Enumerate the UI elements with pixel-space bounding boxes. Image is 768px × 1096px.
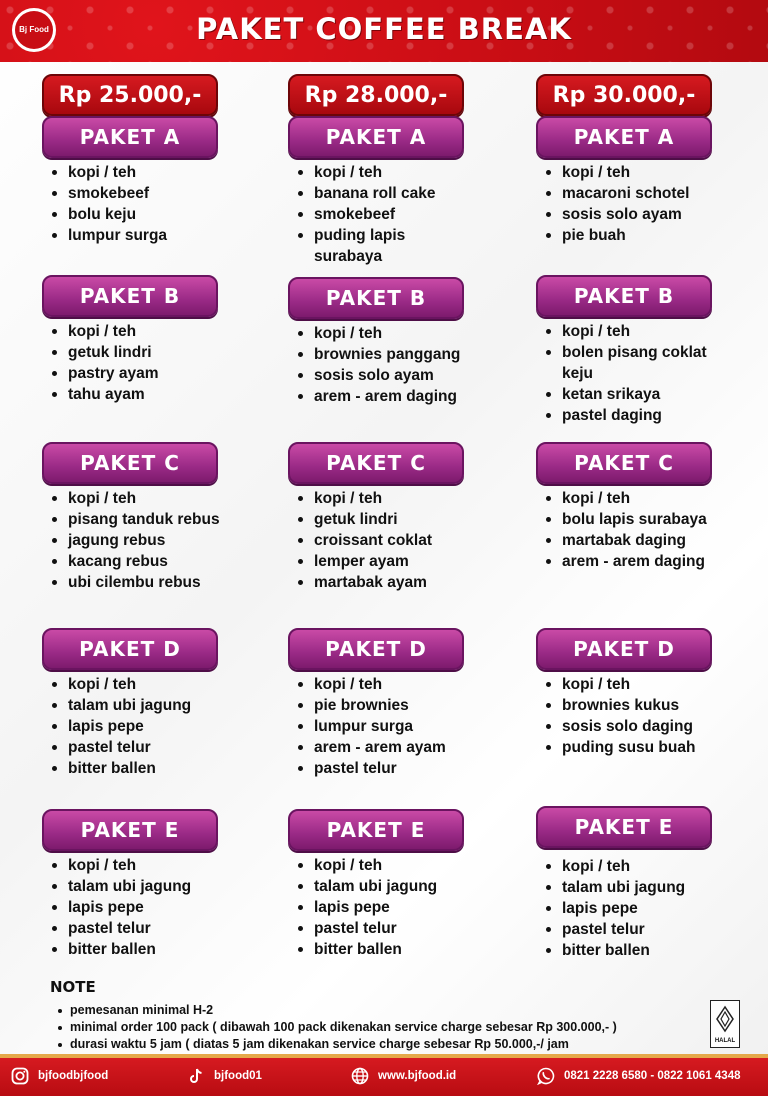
list-item: pisang tanduk rebus	[48, 509, 233, 530]
list-item: kopi / teh	[542, 321, 727, 342]
list-item: kopi / teh	[48, 855, 233, 876]
list-item: ketan srikaya	[542, 384, 727, 405]
list-item: talam ubi jagung	[542, 877, 727, 898]
package-header: PAKET D	[42, 628, 218, 670]
package-items	[536, 162, 712, 246]
package-header: PAKET E	[42, 809, 218, 851]
halal-emblem-icon	[714, 1005, 736, 1033]
list-item: kopi / teh	[542, 162, 727, 183]
package-items	[288, 488, 464, 593]
package-header: PAKET D	[288, 628, 464, 670]
package-header: PAKET C	[288, 442, 464, 484]
phone-numbers: 0821 2228 6580 - 0822 1061 4348	[564, 1070, 741, 1082]
list-item: martabak ayam	[294, 572, 479, 593]
list-item: ubi cilembu rebus	[48, 572, 233, 593]
note-item: pemesanan minimal H-2	[56, 1002, 690, 1019]
package-items	[288, 162, 464, 267]
brand-logo-text: Bj Food	[15, 11, 53, 49]
note-item: durasi waktu 5 jam ( diatas 5 jam dikenakan service charge sebesar Rp 50.000,-/ jam	[56, 1036, 690, 1053]
note-item: minimal order 100 pack ( dibawah 100 pack dikenakan service charge sebesar Rp 300.000,- )	[56, 1019, 690, 1036]
package-items	[42, 162, 218, 246]
package-header: PAKET E	[288, 809, 464, 851]
website-url: www.bjfood.id	[378, 1070, 457, 1082]
halal-logo	[710, 1000, 740, 1048]
package-items	[42, 321, 218, 405]
list-item: lapis pepe	[542, 898, 727, 919]
price-column-2	[288, 74, 464, 958]
package-items	[288, 674, 464, 779]
globe-icon	[350, 1066, 370, 1086]
list-item: smokebeef	[294, 204, 479, 225]
package-a	[288, 116, 464, 267]
list-item: kopi / teh	[48, 488, 233, 509]
package-c	[42, 442, 218, 593]
package-header: PAKET B	[288, 277, 464, 319]
package-d	[536, 628, 712, 758]
list-item: lumpur surga	[48, 225, 233, 246]
list-item: kopi / teh	[294, 162, 479, 183]
list-item: kopi / teh	[294, 674, 479, 695]
price-tag: Rp 28.000,-	[288, 74, 464, 116]
list-item: brownies kukus	[542, 695, 727, 716]
list-item: arem - arem ayam	[294, 737, 479, 758]
list-item: kopi / teh	[542, 674, 727, 695]
list-item: bitter ballen	[542, 940, 727, 961]
package-header: PAKET A	[42, 116, 218, 158]
list-item: bitter ballen	[48, 758, 233, 779]
package-d	[42, 628, 218, 779]
package-e	[288, 809, 464, 960]
list-item: talam ubi jagung	[294, 876, 479, 897]
package-header: PAKET D	[536, 628, 712, 670]
list-item: kopi / teh	[48, 162, 233, 183]
list-item: kopi / teh	[542, 856, 727, 877]
package-b	[42, 275, 218, 405]
package-header: PAKET B	[536, 275, 712, 317]
list-item: smokebeef	[48, 183, 233, 204]
list-item: bolu lapis surabaya	[542, 509, 727, 530]
package-items	[536, 856, 712, 961]
list-item: kopi / teh	[294, 488, 479, 509]
footer-instagram[interactable]	[10, 1066, 108, 1086]
whatsapp-icon	[536, 1066, 556, 1086]
package-items	[288, 855, 464, 960]
list-item: kopi / teh	[542, 488, 727, 509]
list-item: pastel telur	[48, 918, 233, 939]
price-column-3	[536, 74, 712, 959]
list-item: kopi / teh	[294, 855, 479, 876]
package-header: PAKET C	[536, 442, 712, 484]
list-item: jagung rebus	[48, 530, 233, 551]
list-item: bitter ballen	[294, 939, 479, 960]
list-item: pastel telur	[48, 737, 233, 758]
list-item: kopi / teh	[294, 323, 479, 344]
package-a	[536, 116, 712, 246]
package-e	[42, 809, 218, 960]
list-item: brownies panggang	[294, 344, 479, 365]
price-column-1	[42, 74, 220, 958]
list-item: pastry ayam	[48, 363, 233, 384]
note-title: NOTE	[50, 978, 96, 996]
package-header: PAKET C	[42, 442, 218, 484]
list-item: sosis solo ayam	[294, 365, 479, 386]
package-items	[536, 674, 712, 758]
package-b	[536, 275, 712, 426]
list-item: talam ubi jagung	[48, 695, 233, 716]
list-item: kacang rebus	[48, 551, 233, 572]
package-items	[42, 488, 218, 593]
list-item: kopi / teh	[48, 674, 233, 695]
package-c	[536, 442, 712, 572]
package-d	[288, 628, 464, 779]
footer-bar	[0, 1054, 768, 1096]
list-item: bitter ballen	[48, 939, 233, 960]
tiktok-icon	[186, 1066, 206, 1086]
package-items	[42, 674, 218, 779]
list-item: pie buah	[542, 225, 727, 246]
price-tag: Rp 25.000,-	[42, 74, 218, 116]
list-item: bolen pisang coklat keju	[542, 342, 712, 384]
package-header: PAKET A	[288, 116, 464, 158]
halal-label: HALAL	[714, 1038, 736, 1044]
list-item: pastel telur	[542, 919, 727, 940]
list-item: bolu keju	[48, 204, 233, 225]
package-header: PAKET B	[42, 275, 218, 317]
footer-phone[interactable]	[536, 1066, 741, 1086]
package-items	[288, 323, 464, 407]
list-item: talam ubi jagung	[48, 876, 233, 897]
list-item: tahu ayam	[48, 384, 233, 405]
instagram-handle: bjfoodbjfood	[38, 1070, 109, 1082]
note-section	[50, 978, 690, 1053]
footer-tiktok[interactable]	[186, 1066, 262, 1086]
package-b	[288, 277, 464, 407]
list-item: arem - arem daging	[294, 386, 479, 407]
list-item: arem - arem daging	[542, 551, 727, 572]
footer-website[interactable]	[350, 1066, 456, 1086]
list-item: lemper ayam	[294, 551, 479, 572]
package-e	[536, 806, 712, 961]
list-item: croissant coklat	[294, 530, 479, 551]
list-item: sosis solo ayam	[542, 204, 727, 225]
package-items	[536, 321, 712, 426]
list-item: puding susu buah	[542, 737, 727, 758]
list-item: getuk lindri	[48, 342, 233, 363]
list-item: macaroni schotel	[542, 183, 727, 204]
list-item: lapis pepe	[48, 716, 233, 737]
package-items	[536, 488, 712, 572]
package-c	[288, 442, 464, 593]
package-items	[42, 855, 218, 960]
instagram-icon	[10, 1066, 30, 1086]
note-list	[50, 1002, 690, 1053]
list-item: getuk lindri	[294, 509, 479, 530]
list-item: pastel telur	[294, 758, 479, 779]
tiktok-handle: bjfood01	[214, 1070, 262, 1082]
price-tag: Rp 30.000,-	[536, 74, 712, 116]
list-item: lapis pepe	[294, 897, 479, 918]
list-item: puding lapis surabaya	[294, 225, 444, 267]
package-header: PAKET A	[536, 116, 712, 158]
list-item: lapis pepe	[48, 897, 233, 918]
list-item: banana roll cake	[294, 183, 479, 204]
package-a	[42, 116, 218, 246]
list-item: kopi / teh	[48, 321, 233, 342]
list-item: lumpur surga	[294, 716, 479, 737]
list-item: pie brownies	[294, 695, 479, 716]
list-item: pastel daging	[542, 405, 727, 426]
list-item: martabak daging	[542, 530, 727, 551]
package-header: PAKET E	[536, 806, 712, 848]
header-banner	[0, 0, 768, 62]
list-item: pastel telur	[294, 918, 479, 939]
list-item: sosis solo daging	[542, 716, 727, 737]
page-title: PAKET COFFEE BREAK	[196, 12, 572, 46]
